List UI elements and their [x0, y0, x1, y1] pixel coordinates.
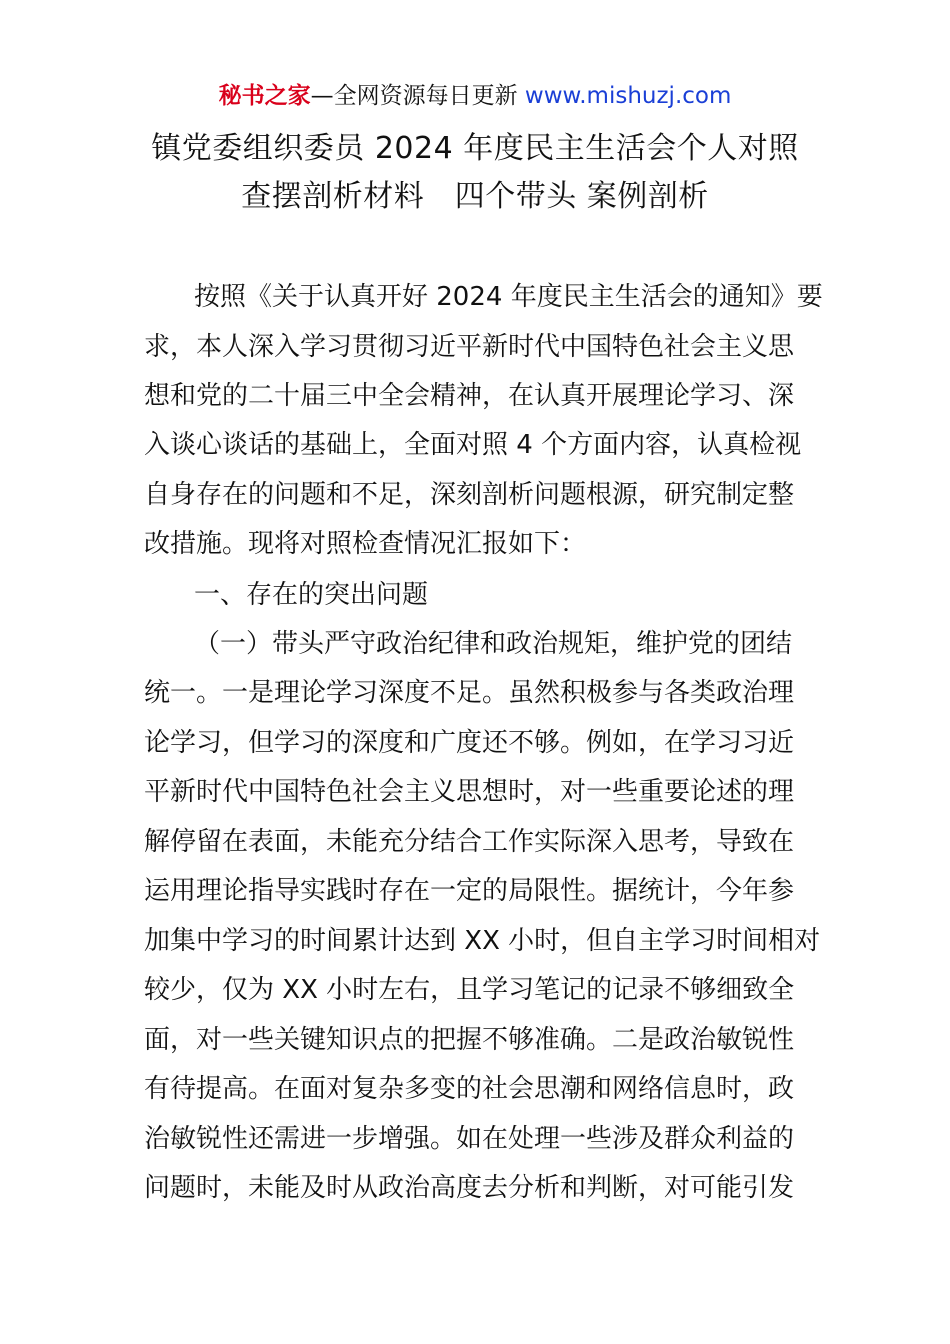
- paragraph-line: 论学习，但学习的深度和广度还不够。例如，在学习习近: [144, 728, 795, 758]
- paragraph-line: 入谈心谈话的基础上，全面对照 4 个方面内容，认真检视: [144, 430, 802, 460]
- paragraph-line: 改措施。现将对照检查情况汇报如下：: [144, 529, 587, 559]
- paragraph-line: 按照《关于认真开好 2024 年度民主生活会的通知》要: [194, 282, 823, 312]
- paragraph-line: 较少，仅为 XX 小时左右，且学习笔记的记录不够细致全: [144, 975, 795, 1005]
- paragraph-line: 统一。一是理论学习深度不足。虽然积极参与各类政治理: [144, 678, 795, 708]
- paragraph-line: 有待提高。在面对复杂多变的社会思潮和网络信息时，政: [144, 1074, 795, 1104]
- document-title-line-1: 镇党委组织委员 2024 年度民主生活会个人对照: [151, 131, 799, 166]
- header-tagline: —全网资源每日更新: [310, 83, 525, 109]
- brand-name: 秘书之家: [218, 83, 311, 109]
- paragraph-line: 治敏锐性还需进一步增强。如在处理一些涉及群众利益的: [144, 1124, 795, 1154]
- document-title-line-2: 查摆剖析材料 四个带头 案例剖析: [241, 179, 709, 214]
- paragraph-line: 问题时，未能及时从政治高度去分析和判断，对可能引发: [144, 1173, 795, 1203]
- paragraph-line: 解停留在表面，未能充分结合工作实际深入思考，导致在: [144, 827, 795, 857]
- paragraph-line: 平新时代中国特色社会主义思想时，对一些重要论述的理: [144, 777, 795, 807]
- paragraph-line: 运用理论指导实践时存在一定的局限性。据统计，今年参: [144, 876, 795, 906]
- paragraph-line: 面，对一些关键知识点的把握不够准确。二是政治敏锐性: [144, 1025, 795, 1055]
- site-header: [0, 80, 950, 112]
- paragraph-line: 自身存在的问题和不足，深刻剖析问题根源，研究制定整: [144, 480, 795, 510]
- site-url-link[interactable]: www.mishuzj.com: [524, 83, 732, 109]
- section-heading: 一、存在的突出问题: [194, 580, 429, 610]
- paragraph-line: 求，本人深入学习贯彻习近平新时代中国特色社会主义思: [144, 332, 795, 362]
- subsection-heading: （一）带头严守政治纪律和政治规矩，维护党的团结: [194, 629, 793, 659]
- paragraph-line: 加集中学习的时间累计达到 XX 小时，但自主学习时间相对: [144, 926, 821, 956]
- paragraph-line: 想和党的二十届三中全会精神，在认真开展理论学习、深: [144, 381, 795, 411]
